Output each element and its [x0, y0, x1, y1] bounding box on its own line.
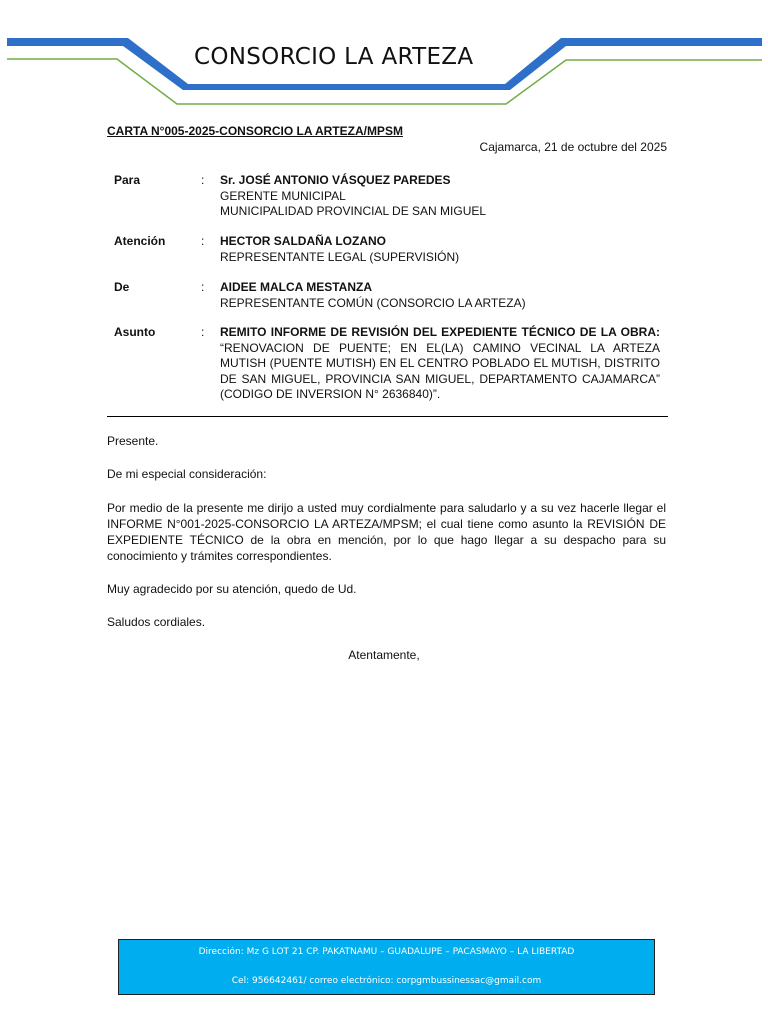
greeting: Presente. — [107, 434, 159, 448]
attention-position: REPRESENTANTE LEGAL (SUPERVISIÓN) — [220, 249, 460, 264]
letter-reference: CARTA N°005-2025-CONSORCIO LA ARTEZA/MPSM — [107, 124, 403, 138]
company-name: CONSORCIO LA ARTEZA — [194, 44, 474, 70]
sender-name: AIDEE MALCA MESTANZA — [220, 280, 372, 294]
footer-address: Dirección: Mz G LOT 21 CP. PAKATNAMU – GUADALUPE – PACASMAYO – LA LIBERTAD — [198, 947, 575, 957]
section-divider — [107, 416, 668, 417]
footer-contact-box — [118, 939, 655, 995]
attention-name: HECTOR SALDAÑA LOZANO — [220, 234, 386, 248]
thanks: Muy agradecido por su atención, quedo de Ud. — [107, 582, 357, 596]
subject-title: REMITO INFORME DE REVISIÓN DEL EXPEDIENTE TÉCNICO DE LA OBRA: — [220, 325, 660, 339]
regards: Saludos cordiales. — [107, 615, 206, 629]
recipient-position: GERENTE MUNICIPAL — [220, 188, 346, 203]
letter-date: Cajamarca, 21 de octubre del 2025 — [479, 140, 667, 154]
recipient-name: Sr. JOSÉ ANTONIO VÁSQUEZ PAREDES — [220, 173, 451, 187]
footer-contact: Cel: 956642461/ correo electrónico: corpgmbussinessac@gmail.com — [231, 976, 542, 986]
closing: Atentamente, — [348, 648, 420, 662]
body-paragraph: Por medio de la presente me dirijo a usted muy cordialmente para saludarlo y a su vez hacerle llegar el INFORME N°001-2025-CONSORCIO LA ARTEZA/MPSM; el cual tiene como asunto la REVISIÓN DE EXPEDIENTE TÉCNICO de la obra en mención, por lo que hago llegar a su despacho para su conocimiento y trámites correspondientes. — [107, 501, 666, 563]
asunto-label: Asunto — [114, 325, 156, 339]
sender-position: REPRESENTANTE COMÚN (CONSORCIO LA ARTEZA) — [220, 295, 526, 310]
subject-body: “RENOVACION DE PUENTE; EN EL(LA) CAMINO VECINAL LA ARTEZA MUTISH (PUENTE MUTISH) EN EL CENTRO POBLADO EL MUTISH, DISTRITO DE SAN MIGUEL, PROVINCIA SAN MIGUEL, DEPARTAMENTO CAJAMARCA” (CODIGO DE INVERSION N° 2636840)”. — [220, 340, 660, 401]
recipient-organization: MUNICIPALIDAD PROVINCIAL DE SAN MIGUEL — [220, 204, 487, 218]
de-colon: : — [201, 280, 205, 294]
atencion-label: Atención — [114, 234, 166, 248]
consideration: De mi especial consideración: — [107, 467, 267, 481]
atencion-colon: : — [201, 234, 205, 248]
de-label: De — [114, 280, 130, 294]
para-colon: : — [201, 173, 205, 187]
asunto-colon: : — [201, 325, 205, 339]
para-label: Para — [114, 173, 141, 187]
